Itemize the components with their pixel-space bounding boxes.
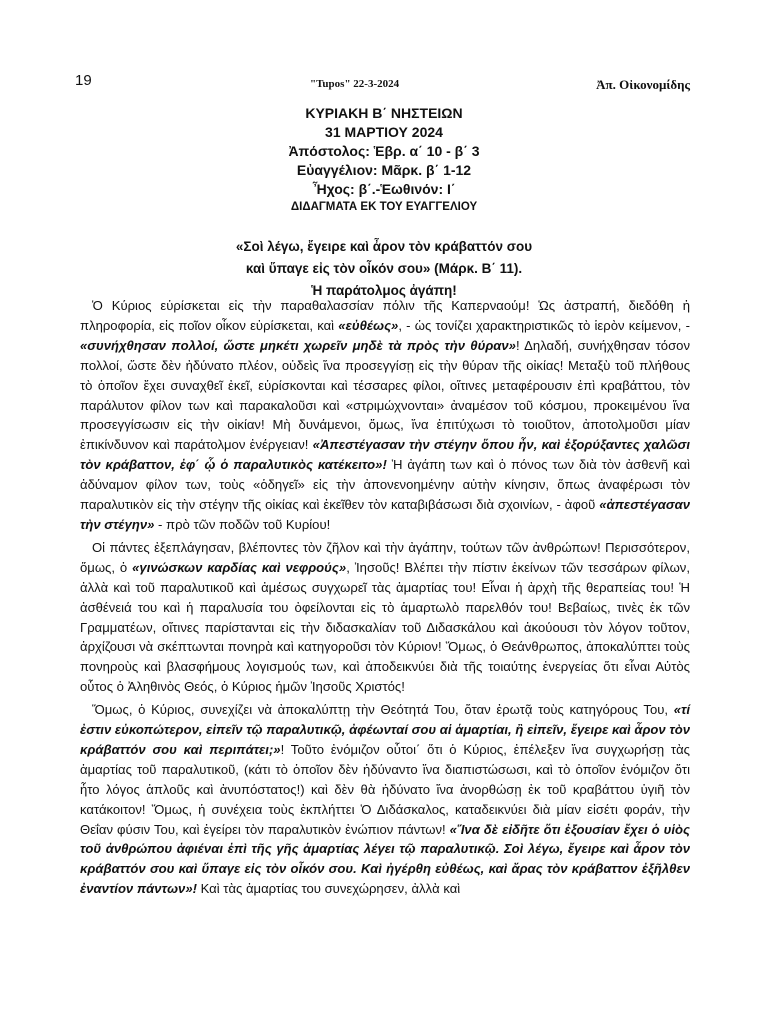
paragraph: [80, 296, 690, 535]
text-run: , Ἰησοῦς! Βλέπει τὴν πίστιν ἐκείνων τῶν τεσσάρων φίλων, ἀλλὰ καὶ τοῦ παραλυτικοῦ καὶ ἀμέσως συγχωρεῖ τὰς ἁμαρτίας του! Εἶναι ἡ ἀρχὴ τῆς θεραπείας του! Ἡ ἀσθένειά του καὶ ἡ παραλυσία του ὀφείλονται εἰς τὸ ἁμαρτωλὸ παρελθόν του! Βεβαίως, τινὲς ἐκ τῶν Γραμματέων, οἵτινες παρίστανται εἰς τὴν διδασκαλίαν τοῦ Διδασκάλου καὶ ἀκούουσι τὸν λόγον τοῦτον, ἀρχίζουσι νὰ σκέπτωνται πονηρὰ καὶ κατηγοροῦσι τὸν Κύριον! Ὅμως, ὁ Θεάνθρωπος, ἀποκαλύπτει τοὺς πονηροὺς καὶ βλασφήμους λογισμούς των, καὶ ἀποδεικνύει διὰ τῆς τοιαύτης ἐνεργείας ὅτι εἶναι Αὐτὸς οὗτος ὁ Ἀληθινὸς Θεός, ὁ Κύριος ἡμῶν Ἰησοῦς Χριστός!: [80, 559, 690, 695]
paragraph: [80, 538, 690, 697]
text-run: Ὅμως, ὁ Κύριος, συνεχίζει νὰ ἀποκαλύπτῃ τὴν Θεότητά Του, ὅταν ἐρωτᾷ τοὺς κατηγόρους Του,: [92, 702, 674, 718]
sunday-title: ΚΥΡΙΑΚΗ Β΄ ΝΗΣΤΕΙΩΝ: [305, 105, 463, 121]
text-run: Οἱ πάντες ἐξεπλάγησαν, βλέποντες τὸν ζῆλον καὶ τὴν ἀγάπην, τούτων τῶν ἀνθρώπων! Περισσότερον, ὅμως, ὁ: [80, 539, 690, 575]
text-run: Καὶ τὰς ἁμαρτίας του συνεχώρησεν, ἀλλὰ καὶ: [196, 881, 461, 897]
sermon-body: [80, 296, 690, 902]
scripture-citation: «ἀπεστέγασαν τὴν στέγην»: [80, 497, 690, 532]
paragraph: [80, 700, 690, 899]
scripture-quote: [80, 236, 688, 302]
section-title: ΔΙΔΑΓΜΑΤΑ ΕΚ ΤΟΥ ΕΥΑΓΓΕΛΙΟΥ: [290, 201, 478, 213]
date-line: 31 ΜΑΡΤΙΟΥ 2024: [325, 124, 443, 140]
text-run: ! Δηλαδή, συνήχθησαν τόσον πολλοί, ὥστε δὲν ἠδύνατο πλέον, οὐδεὶς ἵνα προσεγγίσῃ εἰς τὴν θύραν τῆς οἰκίας! Μεταξὺ τοῦ πλήθους τὸ ὁποῖον ἔχει συναχθεῖ ἐκεῖ, εὑρίσκονται καὶ τέσσαρες φίλοι, οἵτινες μεταφέρουσιν ἐπὶ κραβάττου, τὸν παράλυτον φίλον των καὶ παρακαλοῦσι καὶ «στριμώχνονται» ἀναμέσον τοῦ κόσμου, προκειμένου ἵνα προσεγγίσωσιν εἰς τὴν οἰκίαν! Μὴ δυνάμενοι, ὅμως, ἵνα ἐπιτύχωσι τὸ τοιοῦτον, ἀποτολμοῦσι μίαν ἐπικίνδυνον καὶ παράτολμον ἐνέργειαν!: [80, 337, 690, 453]
quote-line-2: καὶ ὕπαγε εἰς τὸν οἶκόν σου» (Μάρκ. Β΄ 11).: [245, 261, 523, 276]
subtitle: Ἡ παράτολμος ἀγάπη!: [311, 283, 457, 298]
page-number: 19: [75, 72, 92, 89]
scripture-citation: «Ἀπεστέγασαν τὴν στέγην ὅπου ἦν, καὶ ἐξορύξαντες χαλῶσι τὸν κράβαττον, ἐφ΄ ᾧ ὁ παραλυτικὸς κατέκειτο»!: [80, 437, 690, 473]
tone-line: Ἦχος: β΄.-Ἑωθινόν: Ι΄: [312, 181, 456, 197]
scripture-citation: «εὐθέως»: [338, 317, 399, 333]
source-citation: "Tupos" 22-3-2024: [310, 78, 400, 90]
text-run: , - ὡς τονίζει χαρακτηριστικῶς τὸ ἱερὸν κείμενον, -: [398, 317, 690, 333]
scripture-citation: «γινώσκων καρδίας καὶ νεφρούς»: [132, 559, 347, 575]
text-run: - πρὸ τῶν ποδῶν τοῦ Κυρίου!: [154, 516, 331, 532]
text-run: Ἡ ἀγάπη των καὶ ὁ πόνος των διὰ τὸν ἀσθενῆ καὶ ἀδύναμον φίλον των, τοὺς «ὁδηγεῖ» εἰς τὴν ἀπονενοημένην αὐτὴν κίνησιν, ὅπως ἀναφέρωσι τὸν παραλυτικὸν εἰς τὴν στέγην τῆς οἰκίας καὶ ἐκεῖθεν τὸν καταβιβάσωσι διὰ σχοινίων, - ἀφοῦ: [80, 457, 690, 513]
quote-line-1: «Σοὶ λέγω, ἔγειρε καὶ ἆρον τὸν κράβαττόν σου: [235, 239, 533, 254]
apostle-reading: Ἀπόστολος: Ἑβρ. α΄ 10 - β΄ 3: [288, 143, 480, 159]
scripture-citation: «συνήχθησαν πολλοί, ὥστε μηκέτι χωρεῖν μηδὲ τὰ πρὸς τὴν θύραν»: [80, 337, 516, 353]
text-run: Ὁ Κύριος εὑρίσκεται εἰς τὴν παραθαλασσίαν πόλιν τῆς Καπερναούμ! Ὡς ἀστραπή, διεδόθη ἡ πληροφορία, εἰς ποῖον οἶκον εὑρίσκεται, καὶ: [80, 298, 690, 333]
author-name: Ἀπ. Οἰκονομίδης: [596, 77, 690, 92]
text-run: ! Τοῦτο ἐνόμιζον οὗτοι΄ ὅτι ὁ Κύριος, ἐπέλεξεν ἵνα συγχωρήσῃ τὰς ἁμαρτίας τοῦ παραλυτικοῦ, (κάτι τὸ ὁποῖον δὲν ἠδύναντο ἵνα διαπιστώσωσι, καὶ τὸ ὁποῖον ἐνόμιζον ὅτι ἦτο λόγος ἁπλοῦς καὶ ἀνυπόστατος!) καὶ δὲν θὰ ἠδύνατο ἵνα ἀνορθώσῃ ἐκ τοῦ κραβάττου ὑγιῆ τὸν κατάκοιτον! Ὅμως, ἡ συνέχεια τοὺς ἐκπλήττει Ὁ Διδάσκαλος, καταδεικνύει διὰ μίαν εἰσέτι φοράν, τὴν Θεΐαν φύσιν Του, καὶ ἐγείρει τὸν παραλυτικὸν ἐνώπιον πάντων!: [80, 741, 690, 837]
gospel-reading: Εὐαγγέλιον: Μᾶρκ. β΄ 1-12: [296, 162, 472, 178]
scripture-citation: «τί ἐστιν εὐκοπώτερον, εἰπεῖν τῷ παραλυτικῷ, ἀφέωνταί σου αἱ ἁμαρτίαι, ἢ εἰπεῖν, ἔγειρε καὶ ἆρον τὸν κράβαττόν σου καὶ περιπάτει;»: [80, 702, 690, 757]
sermon-heading: [80, 104, 688, 215]
scripture-citation: «Ἵνα δὲ εἰδῆτε ὅτι ἐξουσίαν ἔχει ὁ υἱὸς τοῦ ἀνθρώπου ἀφιέναι ἐπὶ τῆς γῆς ἁμαρτίας λέγει τῷ παραλυτικῷ. Σοὶ λέγω, ἔγειρε καὶ ἆρον τὸν κράβαττόν σου καὶ ὕπαγε εἰς τὸν οἶκόν σου. Καὶ ἠγέρθη εὐθέως, καὶ ἄρας τὸν κράβαττον ἐξῆλθεν ἐναντίον πάντων»!: [80, 821, 690, 897]
